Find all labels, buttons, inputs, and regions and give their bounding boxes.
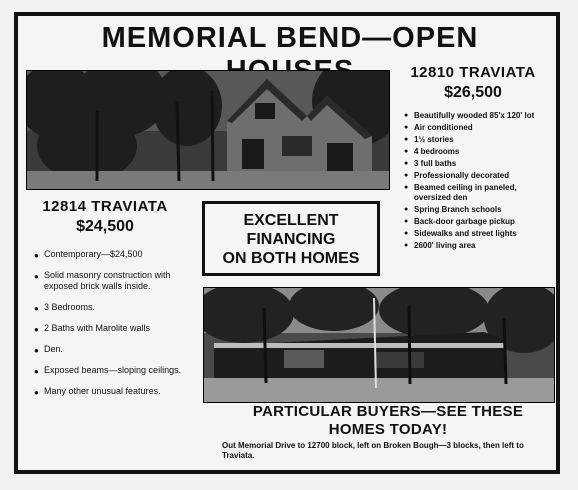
house-photo-contemporary [204, 288, 554, 402]
tagline: PARTICULAR BUYERS—SEE THESE HOMES TODAY! [252, 403, 524, 438]
address-12814: 12814 TRAVIATA [42, 198, 168, 215]
house-photo-12810 [26, 70, 390, 190]
feature-item: ● Exposed beams—sloping ceilings. [34, 365, 194, 376]
directions: Out Memorial Drive to 12700 block, left on Broken Bough—3 blocks, then left to Traviata. [222, 441, 524, 460]
feature-item: ● 1½ stories [404, 135, 554, 145]
financing-line: ON BOTH HOMES [222, 250, 360, 267]
address-12810: 12810 TRAVIATA [410, 64, 536, 81]
feature-list-12810 [404, 111, 554, 253]
feature-item: ● Beautifully wooded 85'x 120' lot [404, 111, 554, 121]
financing-line: EXCELLENT [243, 212, 339, 229]
price-12810: $26,500 [444, 84, 502, 101]
feature-item: ● Professionally decorated [404, 171, 554, 181]
feature-item: ● Den. [34, 344, 194, 355]
house-photo-two-story [27, 71, 389, 189]
feature-item: ● 3 full baths [404, 159, 554, 169]
financing-line: FINANCING [246, 231, 336, 248]
house-photo-12814 [203, 287, 555, 403]
feature-item: ● Spring Branch schools [404, 205, 554, 215]
feature-item: ● 2 Baths with Marolite walls [34, 323, 194, 334]
feature-item: ● 2600' living area [404, 241, 554, 251]
feature-item: ● Sidewalks and street lights [404, 229, 554, 239]
feature-item: ● Back-door garbage pickup [404, 217, 554, 227]
feature-item: ● 3 Bedrooms. [34, 302, 194, 313]
address-block-12810 [402, 64, 544, 102]
feature-item: ● Solid masonry construction with exposed brick walls inside. [34, 270, 194, 292]
price-12814: $24,500 [76, 218, 134, 235]
feature-item: ● Air conditioned [404, 123, 554, 133]
financing-box [202, 201, 380, 276]
feature-item: ● Many other unusual features. [34, 386, 194, 397]
address-block-12814 [30, 198, 180, 236]
feature-item: ● 4 bedrooms [404, 147, 554, 157]
headline: MEMORIAL BEND—OPEN [101, 22, 479, 54]
feature-item: ● Beamed ceiling in paneled, oversized den [404, 183, 554, 203]
feature-item: ● Contemporary—$24,500 [34, 249, 194, 260]
feature-list-12814 [34, 249, 194, 407]
